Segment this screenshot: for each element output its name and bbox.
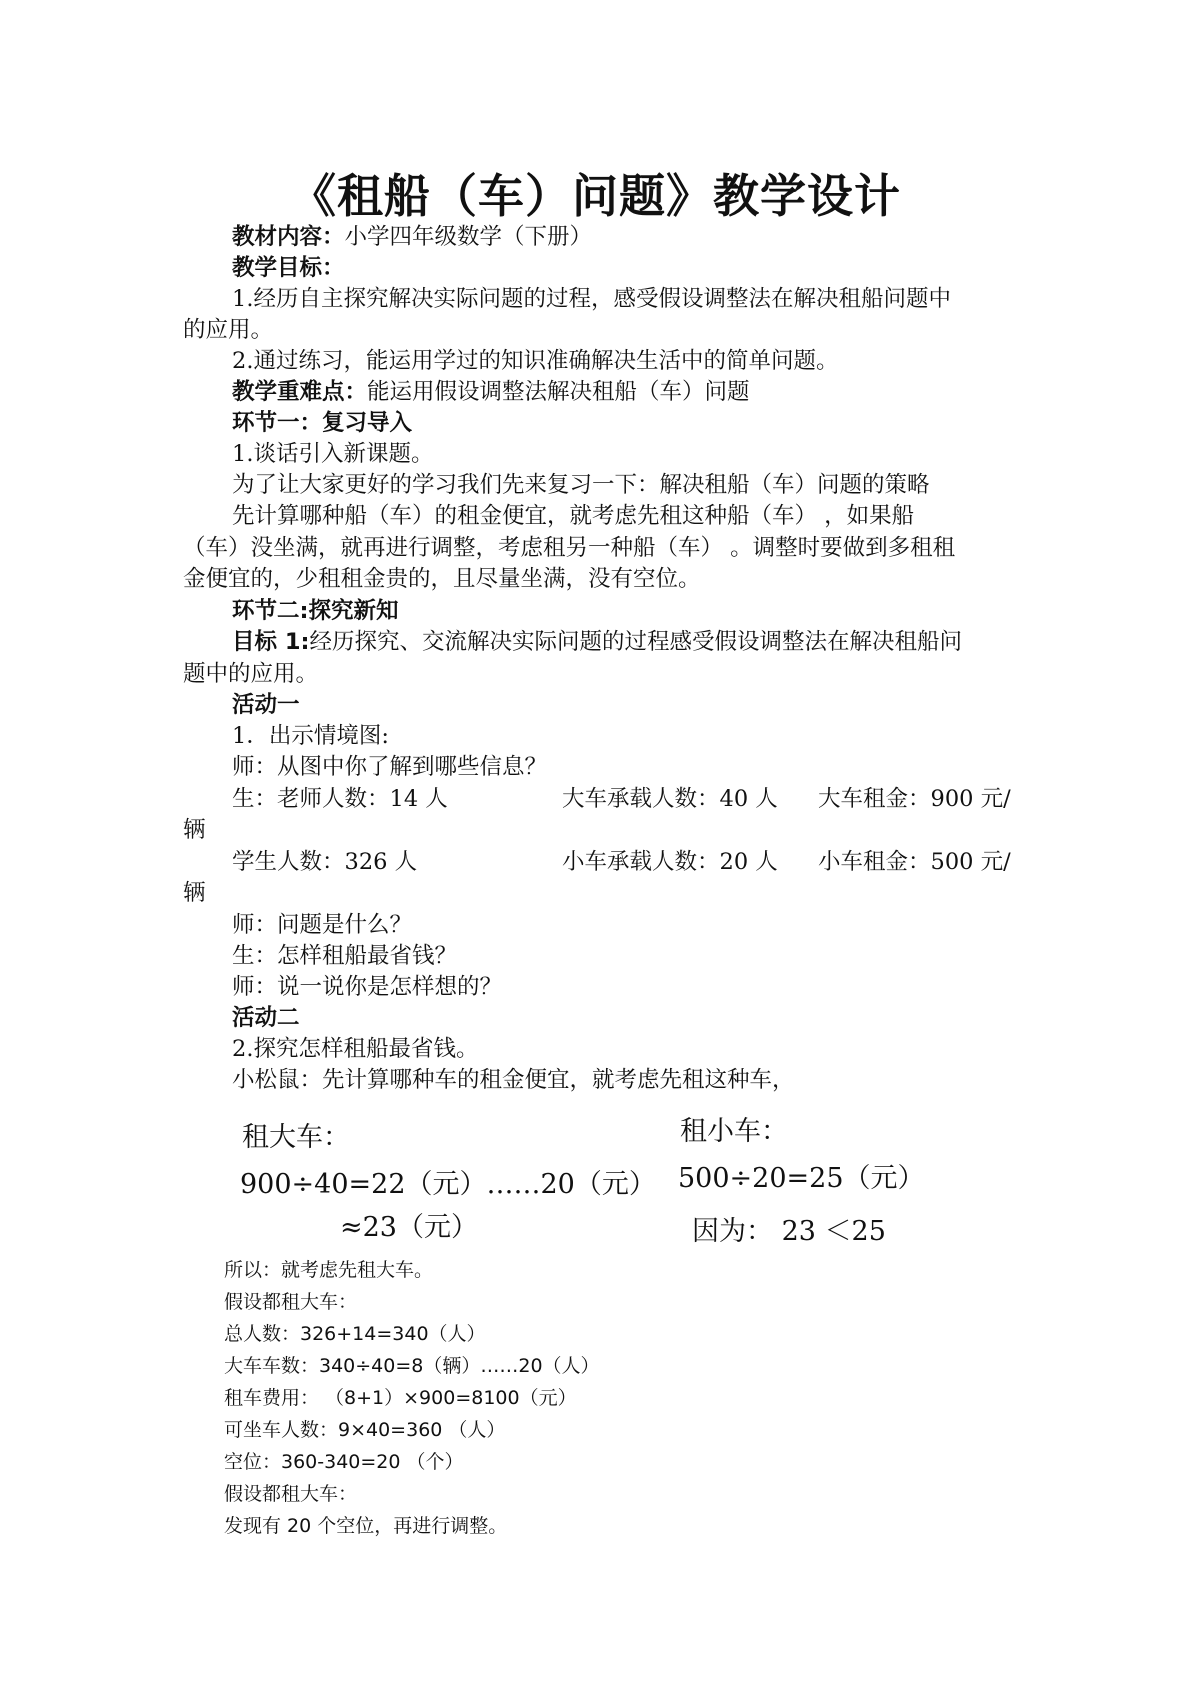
- calc-big-approx: ≈23（元）: [340, 1212, 478, 1243]
- squirrel-text: 小松鼠：先计算哪种车的租金便宜，就考虑先租这种车，: [232, 1067, 795, 1093]
- goal-1-line-1: 1.经历自主探究解决实际问题的过程，感受假设调整法在解决租船问题中: [232, 286, 951, 312]
- calc-small-label: 租小车：: [680, 1116, 788, 1147]
- goal-1-line-2: 的应用。: [183, 317, 274, 343]
- section-2-goal-line-2: 题中的应用。: [183, 661, 319, 687]
- info-big-capacity: 大车承载人数：40 人: [562, 786, 778, 812]
- student-answer-2: 生：怎样租船最省钱？: [232, 943, 458, 969]
- goal-2: 2.通过练习，能运用学过的知识准确解决生活中的简单问题。: [232, 348, 839, 374]
- info-small-capacity: 小车承载人数：20 人: [562, 849, 778, 875]
- activity-1-item-1: 1．出示情境图:: [232, 723, 389, 749]
- teacher-question-2: 师：问题是什么？: [232, 912, 413, 938]
- info-unit-2: 辆: [183, 880, 206, 906]
- calc-big-equation: 900÷40=22（元）……20（元）: [240, 1169, 656, 1200]
- key-points-label: 教学重难点：: [232, 379, 368, 405]
- section-2-goal-text: 经历探究、交流解决实际问题的过程感受假设调整法在解决租船问: [309, 629, 963, 655]
- goals-label: 教学目标：: [232, 255, 345, 281]
- info-unit-1: 辆: [183, 817, 206, 843]
- step-line: 大车车数：340÷40=8（辆）……20（人）: [224, 1355, 600, 1377]
- material-value: 小学四年级数学（下册）: [344, 224, 593, 250]
- step-line: 假设都租大车：: [224, 1291, 358, 1313]
- teacher-question-3: 师：说一说你是怎样想的？: [232, 974, 503, 1000]
- step-line: 发现有 20 个空位，再进行调整。: [224, 1515, 508, 1537]
- calc-small-equation: 500÷20=25（元）: [678, 1163, 925, 1194]
- strategy-line-1: 先计算哪种船（车）的租金便宜，就考虑先租这种船（车） ，如果船: [232, 503, 915, 529]
- strategy-line-2: （车）没坐满，就再进行调整，考虑租另一种船（车） 。调整时要做到多租租: [183, 535, 956, 561]
- step-line: 假设都租大车：: [224, 1483, 358, 1505]
- activity-1-heading: 活动一: [232, 692, 300, 718]
- info-teachers: 生：老师人数：14 人: [232, 786, 448, 812]
- teacher-question-1: 师：从图中你了解到哪些信息？: [232, 754, 548, 780]
- section-1-item-1: 1.谈话引入新课题。: [232, 441, 434, 467]
- document-title: 《租船（车）问题》教学设计: [290, 169, 901, 223]
- material-line: [232, 222, 592, 252]
- material-label: 教材内容：: [232, 224, 345, 250]
- goal-1-section-2: [232, 627, 962, 657]
- calc-big-label: 租大车：: [242, 1122, 350, 1153]
- activity-2-heading: 活动二: [232, 1005, 300, 1031]
- activity-2-item-2: 2.探究怎样租船最省钱。: [232, 1036, 479, 1062]
- section-2-heading: 环节二:探究新知: [232, 598, 399, 624]
- section-1-heading: 环节一：复习导入: [232, 410, 413, 436]
- info-small-rent: 小车租金：500 元/: [818, 849, 1011, 875]
- section-1-review: 为了让大家更好的学习我们先来复习一下：解决租船（车）问题的策略: [232, 472, 930, 498]
- step-line: 可坐车人数：9×40=360 （人）: [224, 1419, 506, 1441]
- section-2-goal-label: 目标 1:: [232, 629, 310, 655]
- step-line: 空位：360-340=20 （个）: [224, 1451, 464, 1473]
- key-points-value: 能运用假设调整法解决租船（车）问题: [367, 379, 750, 405]
- info-students: 学生人数：326 人: [232, 849, 418, 875]
- info-big-rent: 大车租金：900 元/: [818, 786, 1011, 812]
- calc-because: 因为： 23 ＜25: [692, 1216, 886, 1247]
- step-line: 总人数：326+14=340（人）: [224, 1323, 486, 1345]
- step-line: 所以：就考虑先租大车。: [224, 1259, 434, 1281]
- step-line: 租车费用： （8+1）×900=8100（元）: [224, 1387, 577, 1409]
- strategy-line-3: 金便宜的，少租租金贵的，且尽量坐满，没有空位。: [183, 566, 701, 592]
- key-points-line: [232, 377, 750, 407]
